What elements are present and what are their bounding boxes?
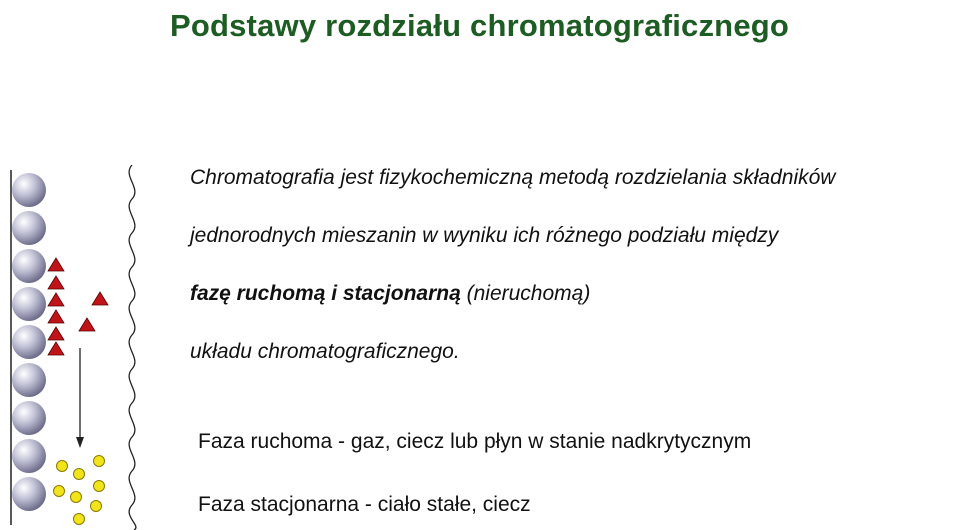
dot — [74, 469, 85, 480]
sphere — [12, 401, 46, 435]
triangle — [48, 310, 64, 323]
dot — [74, 514, 85, 525]
dot — [71, 492, 82, 503]
sphere — [12, 325, 46, 359]
dot — [91, 501, 102, 512]
sphere — [12, 249, 46, 283]
definition-phases-rest: (nieruchomą) — [460, 282, 591, 305]
stationary-phase-spheres — [12, 173, 46, 511]
dot — [54, 486, 65, 497]
column-wall-right-wavy — [129, 165, 136, 530]
triangle — [48, 293, 64, 306]
sphere — [12, 439, 46, 473]
definition-line-1: Chromatografia jest fizykochemiczną metodą rozdzielania składników — [190, 166, 836, 189]
triangle — [92, 292, 108, 305]
sphere — [12, 211, 46, 245]
sphere — [12, 477, 46, 511]
definition-phases-bold: fazę ruchomą i stacjonarną — [190, 282, 461, 305]
triangle — [48, 276, 64, 289]
dot — [94, 456, 105, 467]
flow-arrow — [76, 348, 84, 448]
definition-line-2: jednorodnych mieszanin w wyniku ich różnego podziału między — [190, 224, 779, 247]
adsorbed-analyte-triangles — [48, 258, 108, 355]
triangle — [48, 327, 64, 340]
triangle — [48, 342, 64, 355]
sphere — [12, 173, 46, 207]
sphere — [12, 287, 46, 321]
mobile-phase-dots — [54, 456, 105, 525]
page-title: Podstawy rozdziału chromatograficznego — [169, 8, 790, 43]
stationary-phase-text: Faza stacjonarna - ciało stałe, ciecz — [198, 493, 531, 516]
definition-line-4: układu chromatograficznego. — [190, 340, 460, 363]
triangle — [79, 318, 95, 331]
definition-line-3 — [190, 282, 590, 306]
triangle — [48, 258, 64, 271]
dot — [94, 481, 105, 492]
dot — [57, 461, 68, 472]
sphere — [12, 363, 46, 397]
mobile-phase-text: Faza ruchoma - gaz, ciecz lub płyn w stanie nadkrytycznym — [198, 430, 752, 453]
